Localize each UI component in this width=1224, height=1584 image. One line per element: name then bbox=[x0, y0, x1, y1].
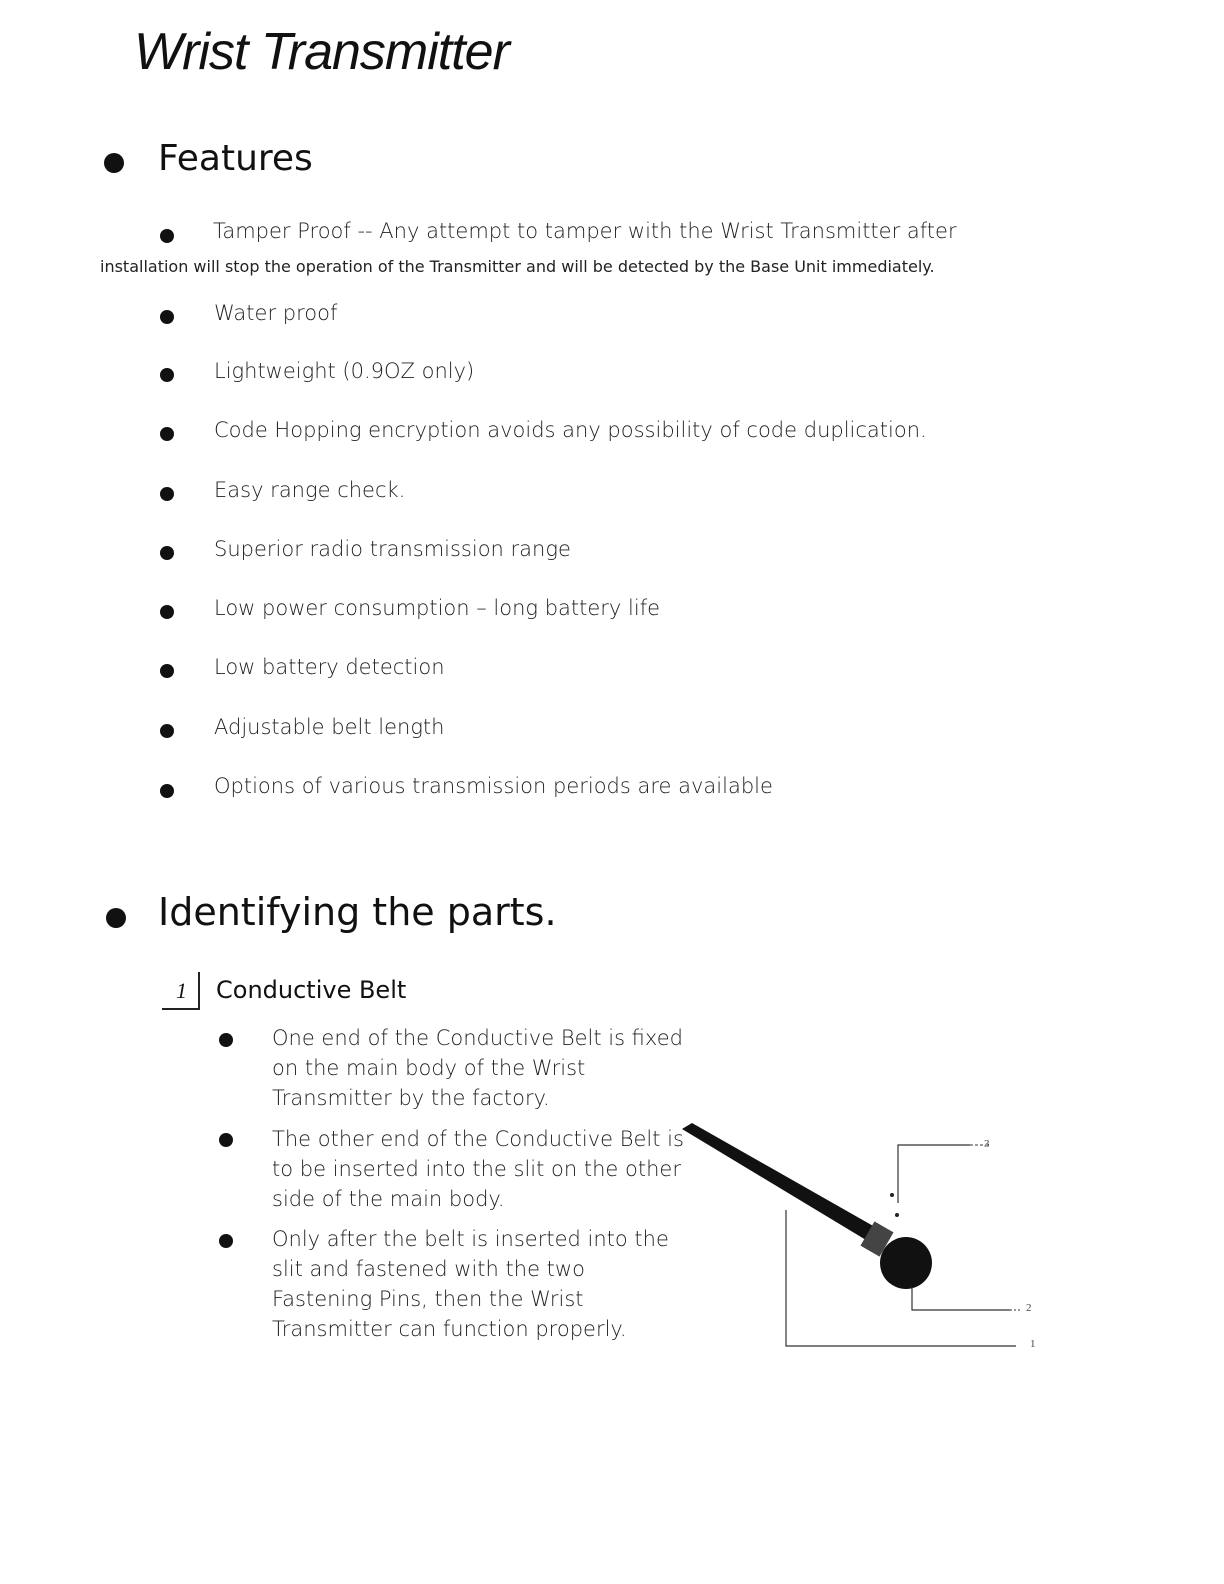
feature-item: Water proof bbox=[214, 301, 338, 325]
part-bullet-line: Transmitter can function properly. bbox=[272, 1317, 627, 1341]
features-heading: Features bbox=[158, 138, 313, 179]
pin-mark bbox=[895, 1213, 899, 1217]
bullet-dot bbox=[219, 1033, 233, 1047]
body-shape bbox=[880, 1237, 932, 1289]
bullet-dot bbox=[160, 427, 174, 441]
identifying-heading: Identifying the parts. bbox=[158, 890, 557, 934]
feature-item: Options of various transmission periods are available bbox=[214, 774, 773, 798]
bullet-dot bbox=[160, 605, 174, 619]
wrist-transmitter-figure bbox=[670, 1115, 1060, 1360]
bullet-dot bbox=[160, 368, 174, 382]
part-bullet-line: Transmitter by the factory. bbox=[272, 1086, 550, 1110]
part-bullet-line: slit and fastened with the two bbox=[272, 1257, 585, 1281]
part-bullet-line: to be inserted into the slit on the other bbox=[272, 1157, 681, 1181]
part-name: Conductive Belt bbox=[216, 976, 407, 1004]
part-bullet-line: Fastening Pins, then the Wrist bbox=[272, 1287, 584, 1311]
bullet-dot bbox=[160, 546, 174, 560]
bullet-dot bbox=[219, 1234, 233, 1248]
part-bullet-2 bbox=[272, 1124, 682, 1214]
part-bullet-line: Only after the belt is inserted into the bbox=[272, 1227, 669, 1251]
part-bullet-line: side of the main body. bbox=[272, 1187, 505, 1211]
feature-item: Adjustable belt length bbox=[214, 715, 445, 739]
feature-item: Low power consumption – long battery life bbox=[214, 596, 661, 620]
part-bullet-3 bbox=[272, 1224, 682, 1344]
feature-tamper-line1: Tamper Proof -- Any attempt to tamper with the Wrist Transmitter after bbox=[213, 219, 957, 243]
bullet-dot bbox=[160, 664, 174, 678]
bullet-dot bbox=[160, 487, 174, 501]
section-bullet bbox=[104, 153, 124, 173]
feature-item: Superior radio transmission range bbox=[214, 537, 571, 561]
bullet-dot bbox=[160, 229, 174, 243]
page-title: Wrist Transmitter bbox=[134, 23, 509, 81]
section-bullet bbox=[106, 908, 126, 928]
part-bullet-line: One end of the Conductive Belt is fixed bbox=[272, 1026, 683, 1050]
figure-label-2: 2 bbox=[1026, 1302, 1032, 1314]
bullet-dot bbox=[219, 1133, 233, 1147]
feature-item: Easy range check. bbox=[214, 478, 406, 502]
belt-shape bbox=[682, 1123, 875, 1240]
bullet-dot bbox=[160, 310, 174, 324]
feature-item: Lightweight (0.9OZ only) bbox=[214, 359, 475, 383]
part-number: 1 bbox=[176, 978, 187, 1003]
feature-item: Low battery detection bbox=[214, 655, 445, 679]
leader-line-2 bbox=[912, 1287, 1010, 1310]
bullet-dot bbox=[160, 784, 174, 798]
feature-tamper-line2: installation will stop the operation of the Transmitter and will be detected by the Base Unit immediately. bbox=[100, 257, 935, 276]
figure-label-3: 3 bbox=[984, 1138, 990, 1150]
feature-item: Code Hopping encryption avoids any possibility of code duplication. bbox=[214, 418, 927, 442]
leader-line-3 bbox=[898, 1145, 970, 1203]
bullet-dot bbox=[160, 724, 174, 738]
part-bullet-line: on the main body of the Wrist bbox=[272, 1056, 586, 1080]
part-bullet-1 bbox=[272, 1023, 682, 1113]
figure-label-1: 1 bbox=[1030, 1338, 1036, 1350]
part-bullet-line: The other end of the Conductive Belt is bbox=[272, 1127, 684, 1151]
pin-mark bbox=[890, 1193, 894, 1197]
